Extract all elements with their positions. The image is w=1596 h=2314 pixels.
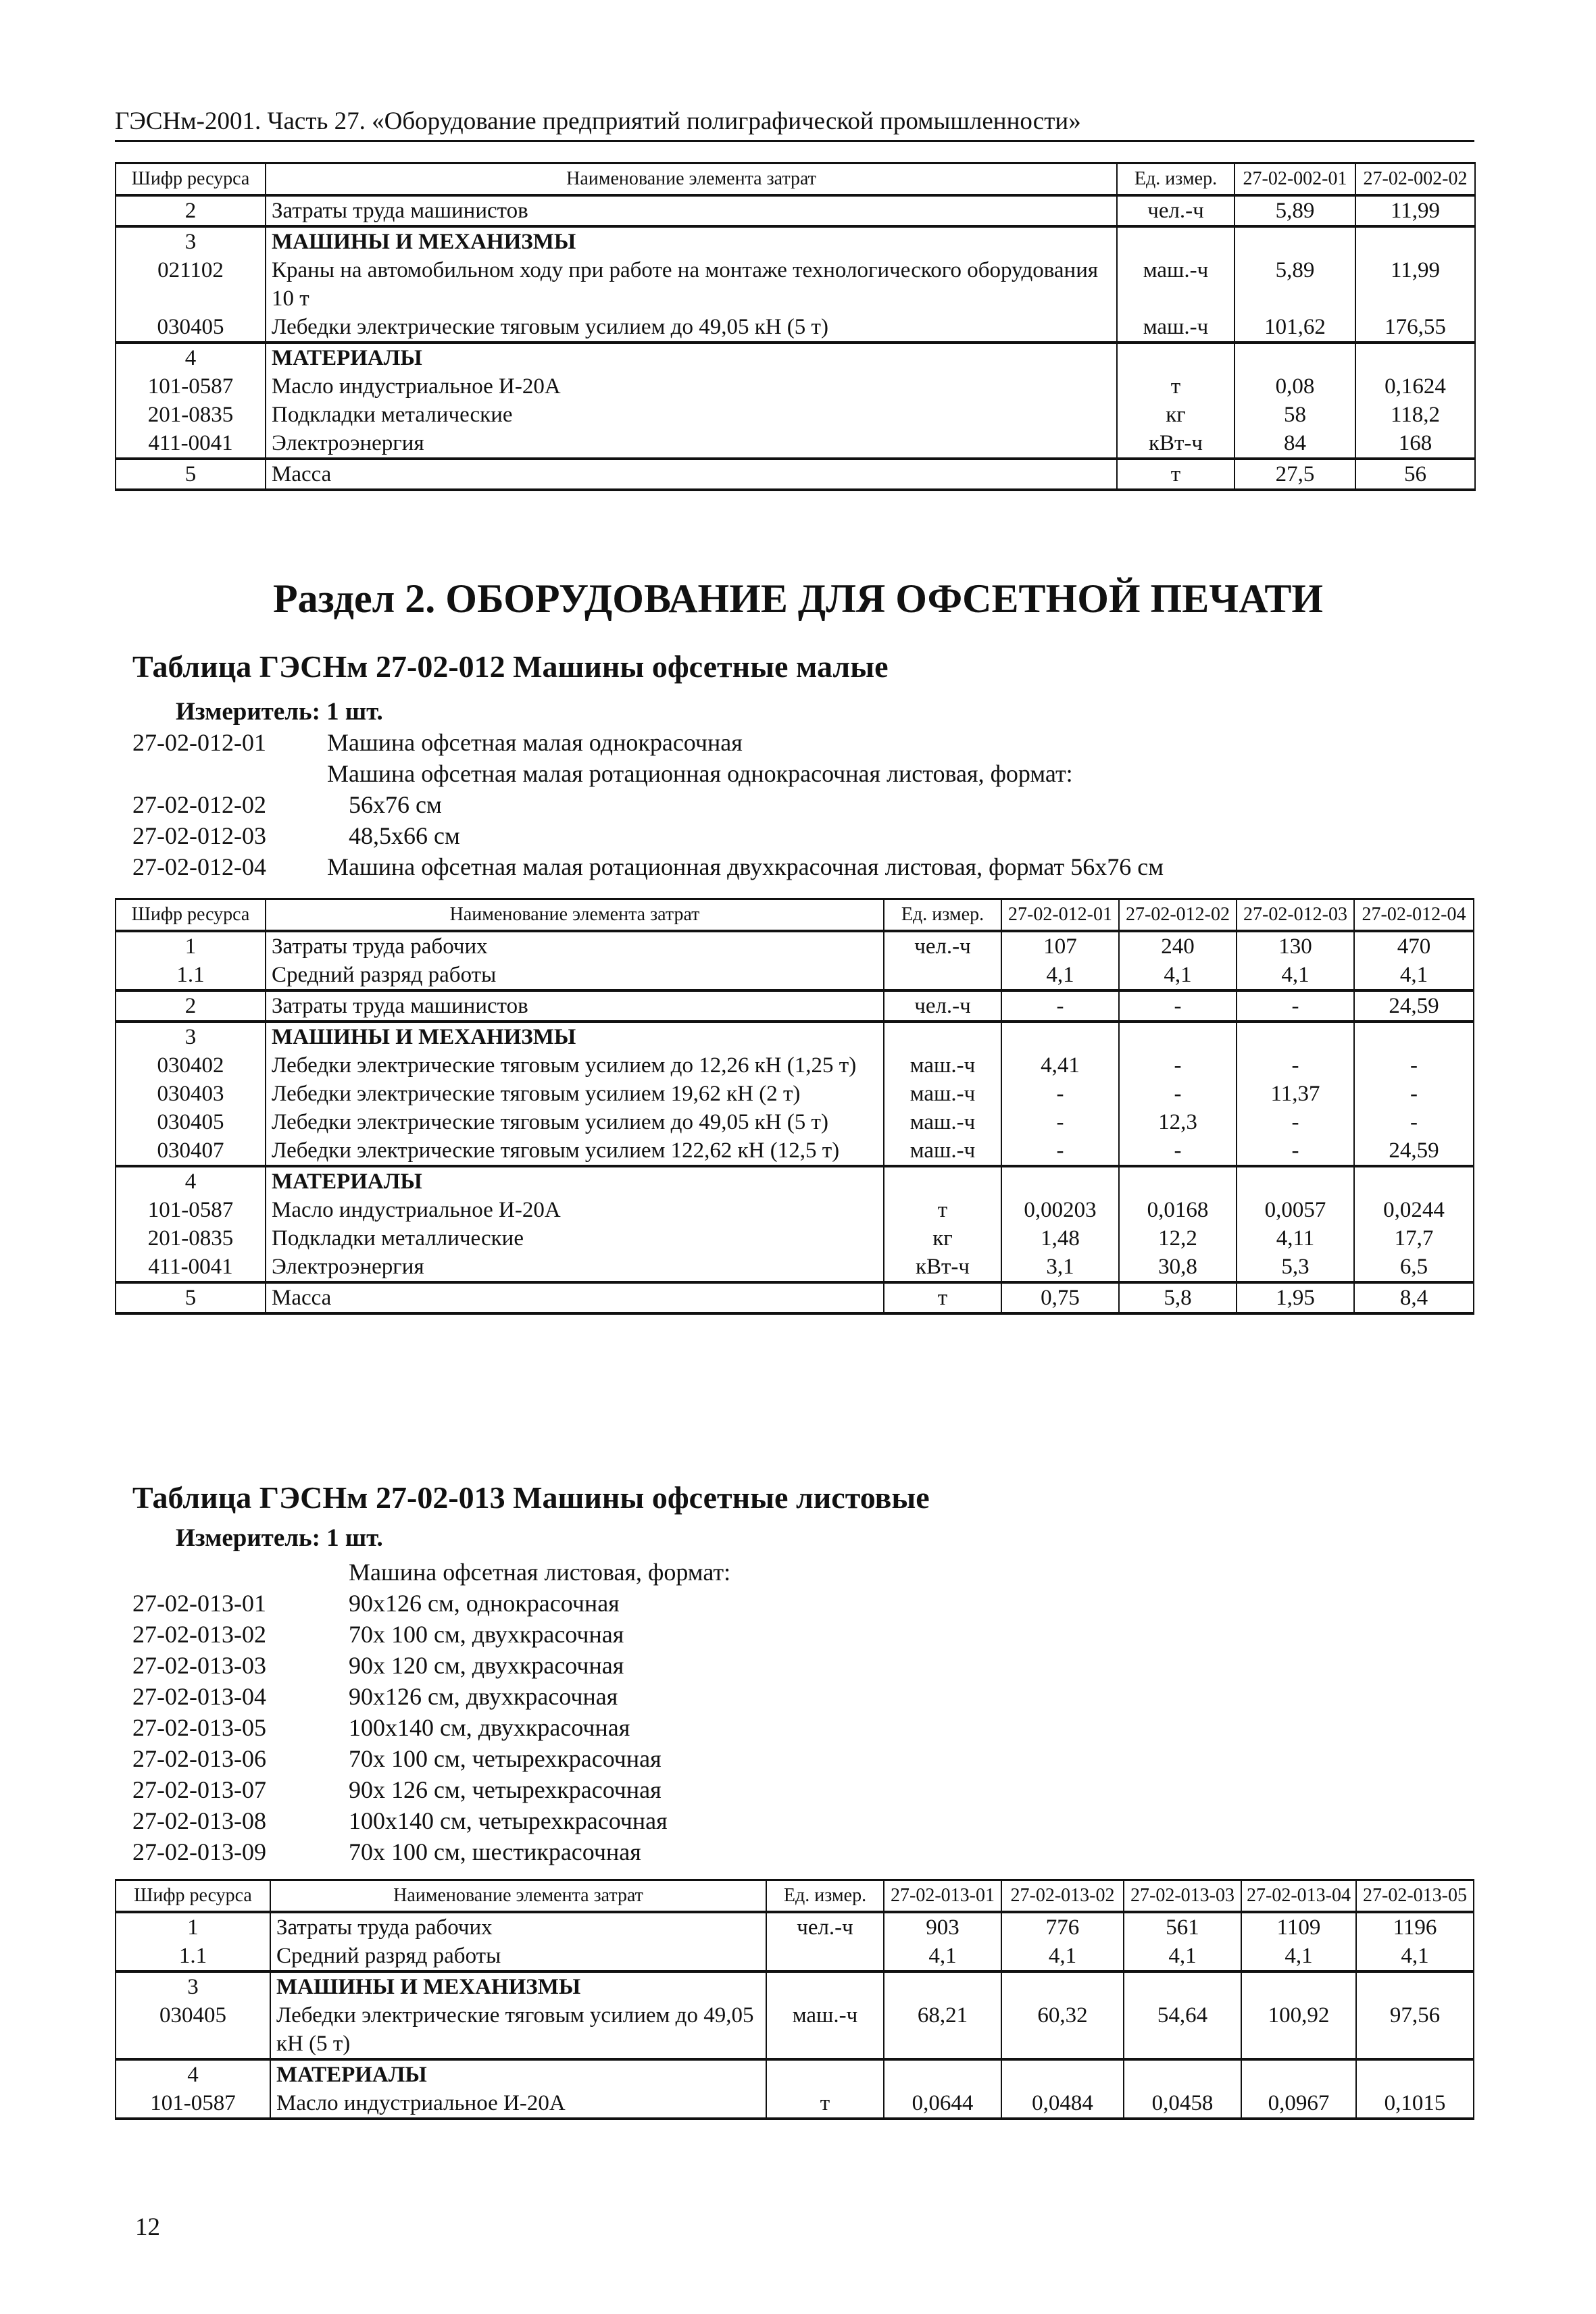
norm-value: 6,5 xyxy=(1354,1253,1474,1282)
resource-code: 3 xyxy=(116,1022,266,1051)
table-row xyxy=(116,195,1475,226)
column-header: 27-02-013-04 xyxy=(1241,1880,1356,1913)
norm-value xyxy=(1001,1022,1119,1051)
cost-element-name: Подкладки металлические xyxy=(266,1224,884,1253)
list-item xyxy=(132,1774,730,1805)
norm-value: 12,3 xyxy=(1119,1108,1237,1136)
cost-element-name: Лебедки электрические тяговым усилием до 49,05 кН (5 т) xyxy=(266,313,1117,343)
unit xyxy=(766,2059,884,2089)
norm-value: 0,75 xyxy=(1001,1282,1119,1313)
resource-table-27-02-002 xyxy=(115,162,1476,491)
resource-code: 030403 xyxy=(116,1080,266,1108)
table-row xyxy=(116,1942,1474,1971)
item-code: 27-02-013-07 xyxy=(132,1776,266,1803)
table-header-row xyxy=(116,164,1475,196)
unit: т xyxy=(1117,372,1235,401)
unit: т xyxy=(1117,459,1235,490)
table-row xyxy=(116,931,1474,961)
resource-code: 030405 xyxy=(116,313,266,343)
resource-code: 030405 xyxy=(116,2001,270,2059)
item-code: 27-02-012-02 xyxy=(132,791,266,818)
norm-value: - xyxy=(1354,1108,1474,1136)
norm-value: 84 xyxy=(1235,429,1355,459)
norm-value: 0,00203 xyxy=(1001,1196,1119,1224)
resource-code: 1.1 xyxy=(116,1942,270,1971)
norm-value: - xyxy=(1354,1051,1474,1080)
norm-value: 0,1624 xyxy=(1355,372,1475,401)
norm-value: - xyxy=(1237,990,1354,1022)
cost-element-name: МАШИНЫ И МЕХАНИЗМЫ xyxy=(266,1022,884,1051)
unit: маш.-ч xyxy=(884,1108,1001,1136)
norm-value xyxy=(1235,226,1355,256)
table-row xyxy=(116,429,1475,459)
cost-element-name: Лебедки электрические тяговым усилием до 49,05 кН (5 т) xyxy=(270,2001,766,2059)
table-row xyxy=(116,1051,1474,1080)
unit: чел.-ч xyxy=(884,931,1001,961)
list-item xyxy=(132,1588,730,1619)
resource-code: 4 xyxy=(116,343,266,372)
norm-value xyxy=(1355,343,1475,372)
norm-value: 56 xyxy=(1355,459,1475,490)
unit: кг xyxy=(1117,401,1235,429)
table-row xyxy=(116,1971,1474,2001)
norm-value: 4,11 xyxy=(1237,1224,1354,1253)
norm-value: 0,0967 xyxy=(1241,2089,1356,2119)
item-description: Машина офсетная листовая, формат: xyxy=(349,1559,731,1586)
list-item xyxy=(132,1836,730,1867)
cost-element-name: МАТЕРИАЛЫ xyxy=(266,343,1117,372)
norm-value: - xyxy=(1001,1108,1119,1136)
norm-value xyxy=(1119,1022,1237,1051)
table-row xyxy=(116,372,1475,401)
norm-value xyxy=(1241,1971,1356,2001)
table-row xyxy=(116,343,1475,372)
column-header: 27-02-012-01 xyxy=(1001,899,1119,932)
cost-element-name: Средний разряд работы xyxy=(270,1942,766,1971)
norm-value: 1,95 xyxy=(1237,1282,1354,1313)
cost-element-name: МАТЕРИАЛЫ xyxy=(270,2059,766,2089)
norm-value: 0,0057 xyxy=(1237,1196,1354,1224)
norm-value: 1196 xyxy=(1356,1912,1474,1942)
norm-value: 1,48 xyxy=(1001,1224,1119,1253)
cost-element-name: МАТЕРИАЛЫ xyxy=(266,1166,884,1196)
resource-table-27-02-012 xyxy=(115,898,1474,1315)
norm-value xyxy=(1001,1971,1124,2001)
norm-value xyxy=(1235,343,1355,372)
column-header: Шифр ресурса xyxy=(116,899,266,932)
list-item xyxy=(132,1681,730,1712)
unit: т xyxy=(884,1282,1001,1313)
unit: маш.-ч xyxy=(1117,256,1235,313)
item-code: 27-02-013-04 xyxy=(132,1683,266,1710)
norm-value: 561 xyxy=(1124,1912,1241,1942)
norm-value: 0,0644 xyxy=(884,2089,1001,2119)
norm-value: 0,0168 xyxy=(1119,1196,1237,1224)
unit: маш.-ч xyxy=(766,2001,884,2059)
norm-value: 3,1 xyxy=(1001,1253,1119,1282)
norm-value: - xyxy=(1237,1051,1354,1080)
page-number: 12 xyxy=(135,2213,160,2241)
column-header: 27-02-013-01 xyxy=(884,1880,1001,1913)
norm-value: 5,89 xyxy=(1235,256,1355,313)
column-header: 27-02-012-04 xyxy=(1354,899,1474,932)
table-header-row xyxy=(116,899,1474,932)
norm-value: 101,62 xyxy=(1235,313,1355,343)
cost-element-name: Краны на автомобильном ходу при работе на монтаже технологического оборудования 10 т xyxy=(266,256,1117,313)
column-header: Наименование элемента затрат xyxy=(270,1880,766,1913)
column-header: 27-02-002-02 xyxy=(1355,164,1475,196)
column-header: 27-02-013-05 xyxy=(1356,1880,1474,1913)
norm-value: - xyxy=(1237,1108,1354,1136)
norm-value: 0,0458 xyxy=(1124,2089,1241,2119)
norm-value xyxy=(1354,1022,1474,1051)
norm-value xyxy=(1356,1971,1474,2001)
cost-element-name: Лебедки электрические тяговым усилием до 12,26 кН (1,25 т) xyxy=(266,1051,884,1080)
cost-element-name: Лебедки электрические тяговым усилием 122,62 кН (12,5 т) xyxy=(266,1136,884,1166)
unit: т xyxy=(766,2089,884,2119)
unit xyxy=(1117,226,1235,256)
list-item xyxy=(132,789,1164,820)
list-item xyxy=(132,1619,730,1650)
column-header: Ед. измер. xyxy=(1117,164,1235,196)
norm-value: 168 xyxy=(1355,429,1475,459)
table-row xyxy=(116,961,1474,990)
unit xyxy=(884,1166,1001,1196)
item-description: 56x76 см xyxy=(349,791,442,818)
measure-label: Измеритель: xyxy=(176,698,320,726)
resource-code: 5 xyxy=(116,459,266,490)
norm-value: 0,0484 xyxy=(1001,2089,1124,2119)
unit: кВт-ч xyxy=(1117,429,1235,459)
table-header-row xyxy=(116,1880,1474,1913)
resource-code: 2 xyxy=(116,195,266,226)
unit: маш.-ч xyxy=(884,1080,1001,1108)
unit: чел.-ч xyxy=(884,990,1001,1022)
norm-value: 4,1 xyxy=(1356,1942,1474,1971)
resource-code: 021102 xyxy=(116,256,266,313)
norm-value: 11,99 xyxy=(1355,256,1475,313)
item-description: 100x140 см, двухкрасочная xyxy=(349,1714,630,1741)
item-code: 27-02-012-04 xyxy=(132,853,266,880)
table-row xyxy=(116,226,1475,256)
norm-value: 4,1 xyxy=(1001,1942,1124,1971)
unit: т xyxy=(884,1196,1001,1224)
norm-value: 4,1 xyxy=(1354,961,1474,990)
list-item xyxy=(132,727,1164,758)
cost-element-name: МАШИНЫ И МЕХАНИЗМЫ xyxy=(270,1971,766,2001)
column-header: Ед. измер. xyxy=(884,899,1001,932)
resource-code: 030407 xyxy=(116,1136,266,1166)
norm-value: 130 xyxy=(1237,931,1354,961)
table-row xyxy=(116,401,1475,429)
measure-unit xyxy=(176,1524,383,1553)
norm-value: - xyxy=(1001,990,1119,1022)
norm-value: - xyxy=(1119,1080,1237,1108)
norm-value: - xyxy=(1354,1080,1474,1108)
cost-element-name: Масло индустриальное И-20А xyxy=(266,372,1117,401)
resource-code: 101-0587 xyxy=(116,1196,266,1224)
item-code: 27-02-013-05 xyxy=(132,1714,266,1741)
item-description: 70x 100 см, четырехкрасочная xyxy=(349,1745,662,1772)
norm-value: 176,55 xyxy=(1355,313,1475,343)
table-row xyxy=(116,1080,1474,1108)
column-header: 27-02-012-03 xyxy=(1237,899,1354,932)
norm-value: 4,1 xyxy=(1001,961,1119,990)
unit: маш.-ч xyxy=(884,1051,1001,1080)
table-row xyxy=(116,1282,1474,1313)
item-list-27-02-013 xyxy=(132,1557,730,1867)
cost-element-name: Масло индустриальное И-20А xyxy=(270,2089,766,2119)
table-row xyxy=(116,1253,1474,1282)
resource-code: 5 xyxy=(116,1282,266,1313)
unit: чел.-ч xyxy=(766,1912,884,1942)
cost-element-name: Средний разряд работы xyxy=(266,961,884,990)
norm-value xyxy=(1001,2059,1124,2089)
table-row xyxy=(116,1224,1474,1253)
cost-element-name: Затраты труда машинистов xyxy=(266,195,1117,226)
column-header: 27-02-012-02 xyxy=(1119,899,1237,932)
item-code: 27-02-013-03 xyxy=(132,1652,266,1679)
norm-value: 100,92 xyxy=(1241,2001,1356,2059)
table-row xyxy=(116,1912,1474,1942)
norm-value: - xyxy=(1001,1080,1119,1108)
cost-element-name: Лебедки электрические тяговым усилием 19,62 кН (2 т) xyxy=(266,1080,884,1108)
norm-value: 54,64 xyxy=(1124,2001,1241,2059)
item-list-27-02-012 xyxy=(132,727,1164,882)
item-code: 27-02-013-08 xyxy=(132,1807,266,1834)
norm-value xyxy=(884,1971,1001,2001)
norm-value xyxy=(884,2059,1001,2089)
table-row xyxy=(116,256,1475,313)
resource-code: 1.1 xyxy=(116,961,266,990)
norm-value: 68,21 xyxy=(884,2001,1001,2059)
cost-element-name: МАШИНЫ И МЕХАНИЗМЫ xyxy=(266,226,1117,256)
norm-value: - xyxy=(1119,990,1237,1022)
measure-label: Измеритель: xyxy=(176,1524,320,1552)
norm-value xyxy=(1001,1166,1119,1196)
item-code: 27-02-013-02 xyxy=(132,1621,266,1648)
table-row xyxy=(116,1196,1474,1224)
item-description: 70x 100 см, шестикрасочная xyxy=(349,1838,641,1865)
norm-value: 5,3 xyxy=(1237,1253,1354,1282)
norm-value: 118,2 xyxy=(1355,401,1475,429)
norm-value: 903 xyxy=(884,1912,1001,1942)
list-item xyxy=(132,1650,730,1681)
norm-value: - xyxy=(1119,1136,1237,1166)
resource-code: 201-0835 xyxy=(116,401,266,429)
table-title-27-02-013: Таблица ГЭСНм 27-02-013 Машины офсетные листовые xyxy=(132,1480,930,1515)
unit: маш.-ч xyxy=(1117,313,1235,343)
cost-element-name: Масса xyxy=(266,459,1117,490)
unit: маш.-ч xyxy=(884,1136,1001,1166)
item-description: 90x 126 см, четырехкрасочная xyxy=(349,1776,662,1803)
table-row xyxy=(116,2089,1474,2119)
unit xyxy=(766,1971,884,2001)
norm-value: 0,1015 xyxy=(1356,2089,1474,2119)
list-item xyxy=(132,851,1164,882)
norm-value: 11,37 xyxy=(1237,1080,1354,1108)
norm-value xyxy=(1241,2059,1356,2089)
norm-value: 24,59 xyxy=(1354,1136,1474,1166)
unit xyxy=(766,1942,884,1971)
cost-element-name: Затраты труда рабочих xyxy=(270,1912,766,1942)
item-description: Машина офсетная малая ротационная двухкрасочная листовая, формат 56x76 см xyxy=(327,853,1164,880)
norm-value: 24,59 xyxy=(1354,990,1474,1022)
unit: кВт-ч xyxy=(884,1253,1001,1282)
table-row xyxy=(116,1022,1474,1051)
norm-value: 470 xyxy=(1354,931,1474,961)
item-description: 70x 100 см, двухкрасочная xyxy=(349,1621,624,1648)
unit xyxy=(1117,343,1235,372)
column-header: Шифр ресурса xyxy=(116,1880,270,1913)
table-row xyxy=(116,1166,1474,1196)
item-code: 27-02-012-01 xyxy=(132,729,266,756)
norm-value: 240 xyxy=(1119,931,1237,961)
resource-code: 3 xyxy=(116,1971,270,2001)
item-code xyxy=(132,758,327,789)
column-header: Ед. измер. xyxy=(766,1880,884,1913)
norm-value xyxy=(1237,1166,1354,1196)
norm-value xyxy=(1355,226,1475,256)
cost-element-name: Электроэнергия xyxy=(266,429,1117,459)
norm-value: 776 xyxy=(1001,1912,1124,1942)
cost-element-name: Подкладки металические xyxy=(266,401,1117,429)
item-description: Машина офсетная малая ротационная однокрасочная листовая, формат: xyxy=(327,760,1073,787)
norm-value: 0,0244 xyxy=(1354,1196,1474,1224)
resource-code: 101-0587 xyxy=(116,372,266,401)
norm-value: 4,1 xyxy=(1119,961,1237,990)
unit xyxy=(884,961,1001,990)
table-row xyxy=(116,313,1475,343)
norm-value: 4,1 xyxy=(1241,1942,1356,1971)
table-row xyxy=(116,2001,1474,2059)
measure-value: 1 шт. xyxy=(326,1524,383,1552)
column-header: Наименование элемента затрат xyxy=(266,164,1117,196)
cost-element-name: Электроэнергия xyxy=(266,1253,884,1282)
norm-value: 4,1 xyxy=(1237,961,1354,990)
norm-value xyxy=(1237,1022,1354,1051)
norm-value: - xyxy=(1119,1051,1237,1080)
norm-value: 0,08 xyxy=(1235,372,1355,401)
measure-value: 1 шт. xyxy=(326,698,383,726)
item-description: 90x 120 см, двухкрасочная xyxy=(349,1652,624,1679)
cost-element-name: Затраты труда машинистов xyxy=(266,990,884,1022)
norm-value: 8,4 xyxy=(1354,1282,1474,1313)
list-item xyxy=(132,758,1164,789)
cost-element-name: Масса xyxy=(266,1282,884,1313)
cost-element-name: Лебедки электрические тяговым усилием до 49,05 кН (5 т) xyxy=(266,1108,884,1136)
list-item xyxy=(132,1805,730,1836)
norm-value: 4,1 xyxy=(1124,1942,1241,1971)
resource-code: 411-0041 xyxy=(116,1253,266,1282)
column-header: Наименование элемента затрат xyxy=(266,899,884,932)
column-header: 27-02-013-03 xyxy=(1124,1880,1241,1913)
resource-code: 030405 xyxy=(116,1108,266,1136)
norm-value xyxy=(1356,2059,1474,2089)
resource-code: 4 xyxy=(116,2059,270,2089)
list-item xyxy=(132,1712,730,1743)
norm-value: 4,1 xyxy=(884,1942,1001,1971)
item-description: Машина офсетная малая однокрасочная xyxy=(327,729,743,756)
norm-value xyxy=(1119,1166,1237,1196)
unit: кг xyxy=(884,1224,1001,1253)
norm-value xyxy=(1124,1971,1241,2001)
unit: чел.-ч xyxy=(1117,195,1235,226)
unit xyxy=(884,1022,1001,1051)
table-row xyxy=(116,2059,1474,2089)
item-description: 90x126 см, двухкрасочная xyxy=(349,1683,618,1710)
norm-value: - xyxy=(1237,1136,1354,1166)
table-row xyxy=(116,1108,1474,1136)
norm-value: 12,2 xyxy=(1119,1224,1237,1253)
norm-value: 5,89 xyxy=(1235,195,1355,226)
running-header: ГЭСНм-2001. Часть 27. «Оборудование предприятий полиграфической промышленности» xyxy=(115,107,1474,142)
table-title-27-02-012: Таблица ГЭСНм 27-02-012 Машины офсетные малые xyxy=(132,649,889,684)
table-row xyxy=(116,459,1475,490)
norm-value: 11,99 xyxy=(1355,195,1475,226)
resource-code: 2 xyxy=(116,990,266,1022)
resource-table-27-02-013 xyxy=(115,1879,1474,2120)
list-item xyxy=(132,820,1164,851)
norm-value: 17,7 xyxy=(1354,1224,1474,1253)
cost-element-name: Масло индустриальное И-20А xyxy=(266,1196,884,1224)
list-item xyxy=(132,1743,730,1774)
table-row xyxy=(116,990,1474,1022)
norm-value: 5,8 xyxy=(1119,1282,1237,1313)
norm-value: 30,8 xyxy=(1119,1253,1237,1282)
norm-value: 60,32 xyxy=(1001,2001,1124,2059)
cost-element-name: Затраты труда рабочих xyxy=(266,931,884,961)
item-code: 27-02-013-01 xyxy=(132,1590,266,1617)
resource-code: 101-0587 xyxy=(116,2089,270,2119)
column-header: 27-02-002-01 xyxy=(1235,164,1355,196)
resource-code: 1 xyxy=(116,1912,270,1942)
item-description: 100x140 см, четырехкрасочная xyxy=(349,1807,668,1834)
norm-value xyxy=(1354,1166,1474,1196)
item-code: 27-02-013-09 xyxy=(132,1838,266,1865)
resource-code: 201-0835 xyxy=(116,1224,266,1253)
resource-code: 1 xyxy=(116,931,266,961)
list-item xyxy=(132,1557,730,1588)
resource-code: 411-0041 xyxy=(116,429,266,459)
table-row xyxy=(116,1136,1474,1166)
norm-value: 1109 xyxy=(1241,1912,1356,1942)
norm-value: 97,56 xyxy=(1356,2001,1474,2059)
item-code: 27-02-013-06 xyxy=(132,1745,266,1772)
measure-unit xyxy=(176,697,383,726)
section-title: Раздел 2. ОБОРУДОВАНИЕ ДЛЯ ОФСЕТНОЙ ПЕЧАТИ xyxy=(272,576,1324,621)
norm-value: 27,5 xyxy=(1235,459,1355,490)
column-header: 27-02-013-02 xyxy=(1001,1880,1124,1913)
resource-code: 030402 xyxy=(116,1051,266,1080)
column-header: Шифр ресурса xyxy=(116,164,266,196)
norm-value: 4,41 xyxy=(1001,1051,1119,1080)
item-code xyxy=(132,1557,327,1588)
item-description: 48,5x66 см xyxy=(349,822,460,849)
resource-code: 4 xyxy=(116,1166,266,1196)
item-description: 90x126 см, однокрасочная xyxy=(349,1590,620,1617)
norm-value: 107 xyxy=(1001,931,1119,961)
norm-value: 58 xyxy=(1235,401,1355,429)
item-code: 27-02-012-03 xyxy=(132,822,266,849)
norm-value xyxy=(1124,2059,1241,2089)
resource-code: 3 xyxy=(116,226,266,256)
norm-value: - xyxy=(1001,1136,1119,1166)
